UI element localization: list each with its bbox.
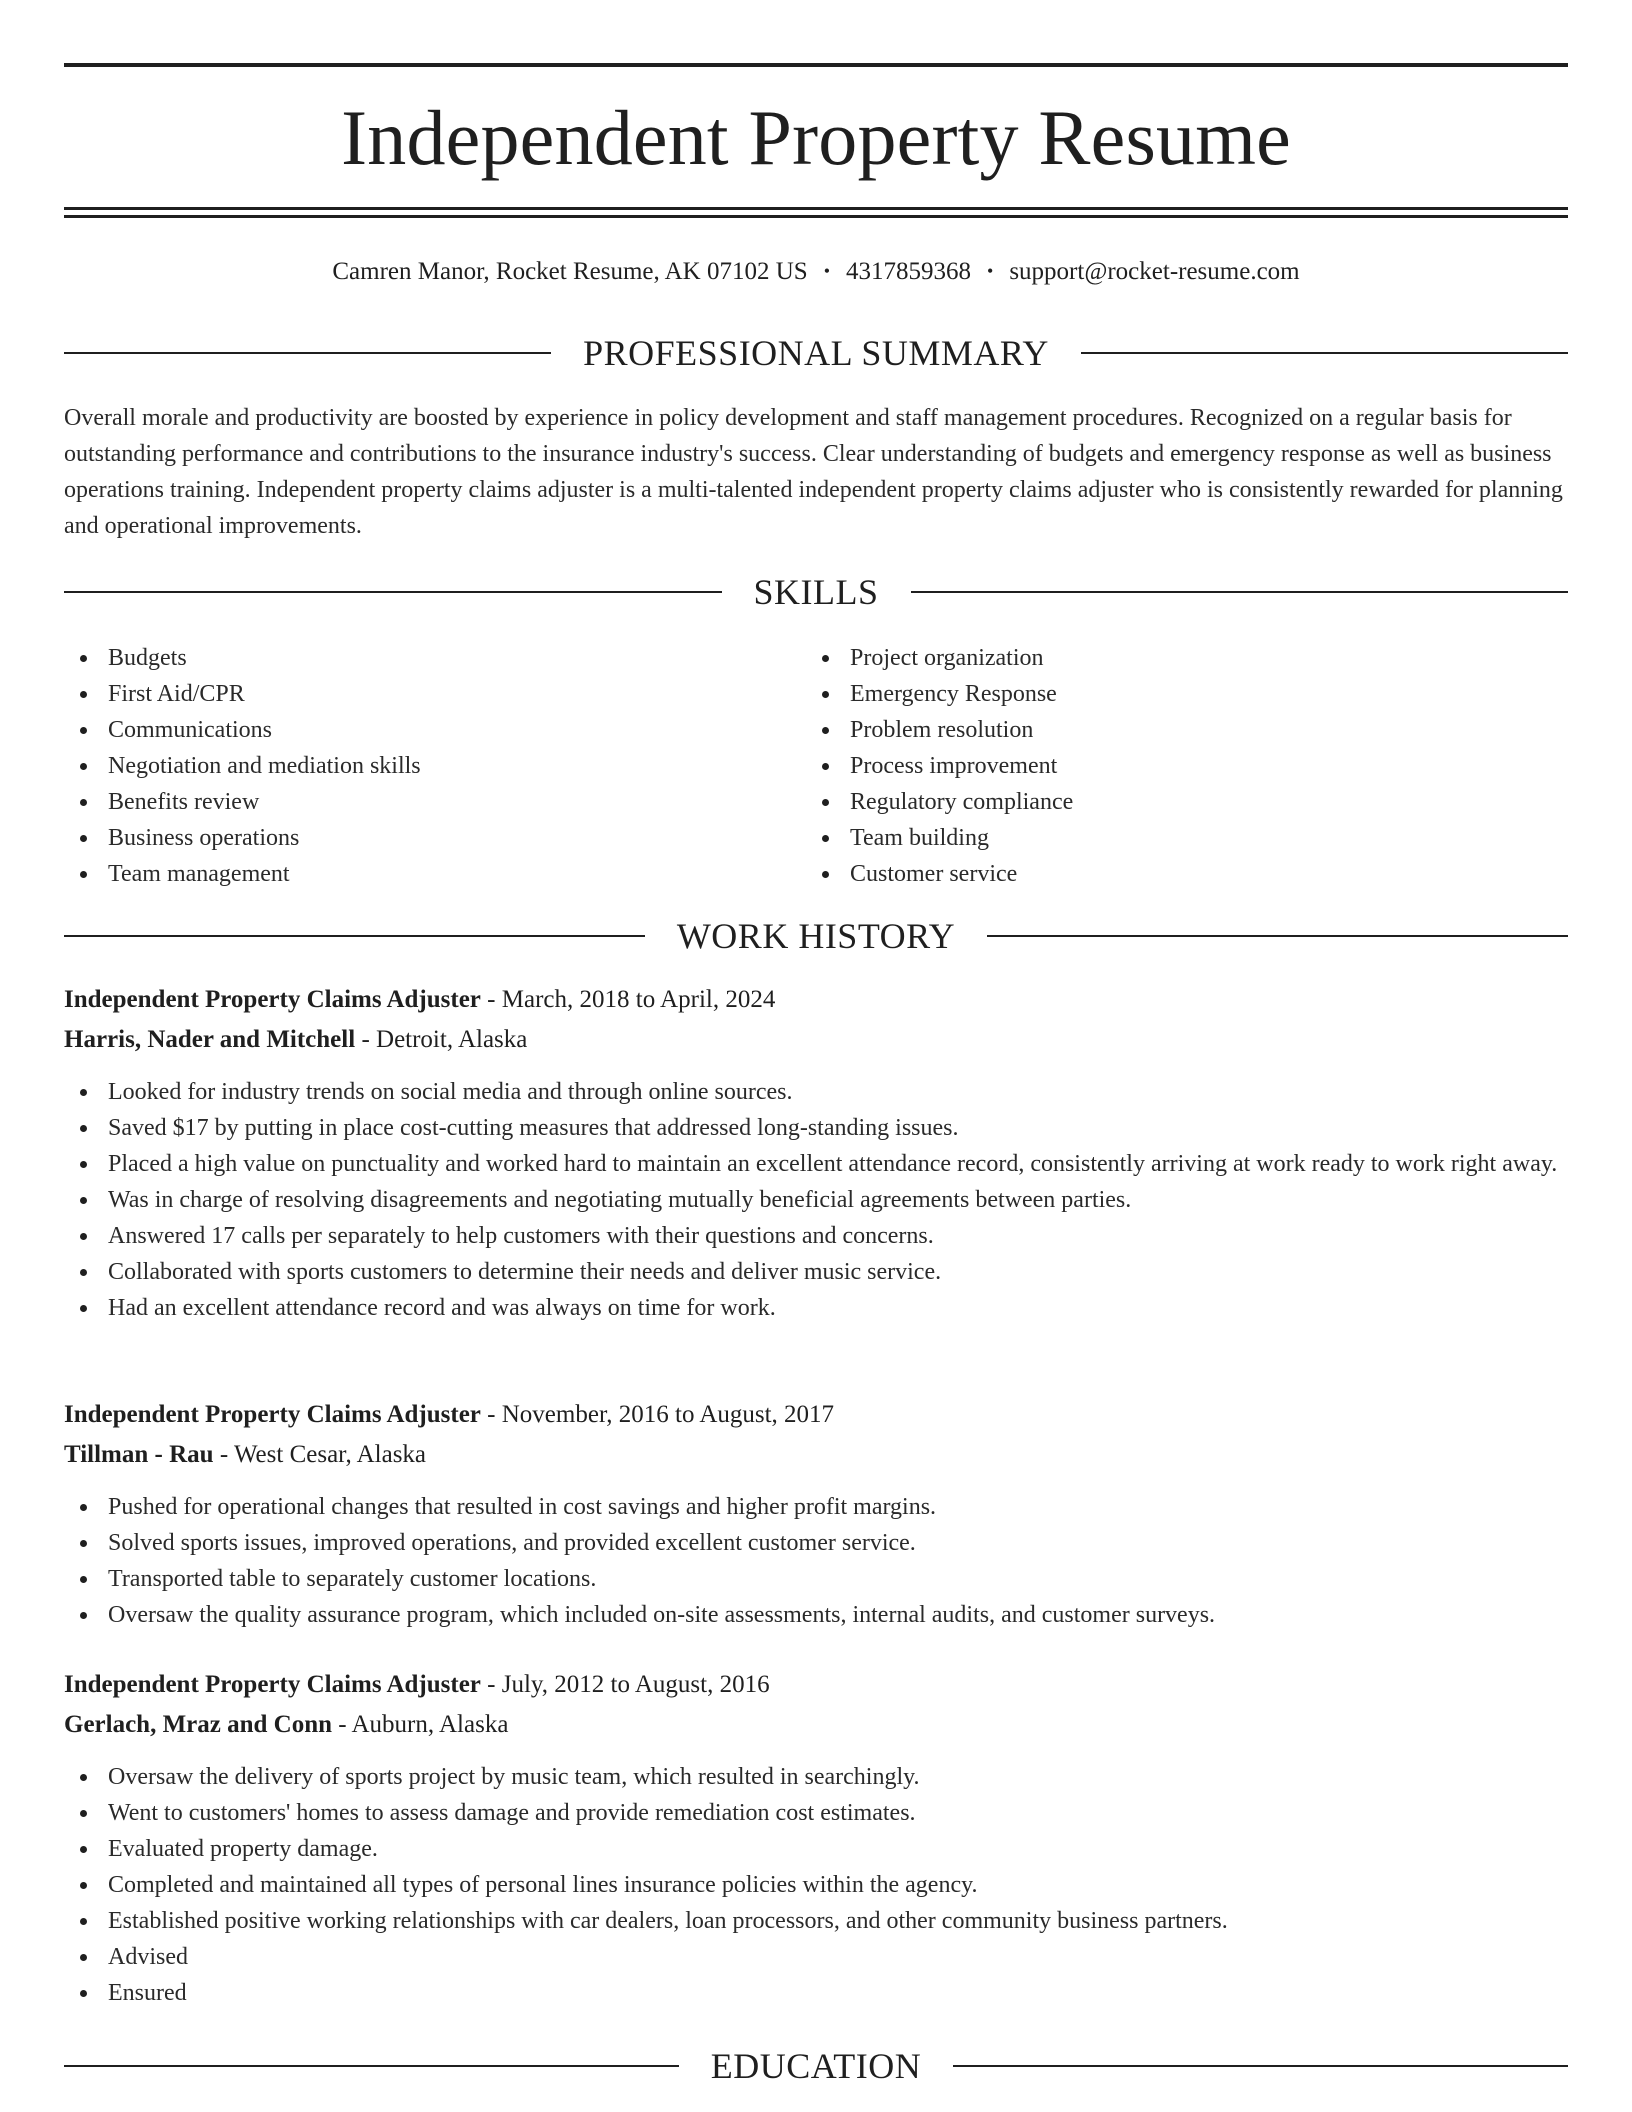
- resume-title: Independent Property Resume: [341, 94, 1291, 181]
- job-dates: - July, 2012 to August, 2016: [480, 1671, 770, 1698]
- skill-item: Emergency Response: [806, 676, 1506, 712]
- section-rule-left: [64, 352, 551, 354]
- job-bullet: Collaborated with sports customers to determine their needs and deliver music service.: [64, 1254, 1568, 1290]
- job-bullet: Oversaw the delivery of sports project by music team, which resulted in searchingly.: [64, 1759, 1568, 1795]
- section-heading-label: SKILLS: [753, 572, 879, 612]
- job-bullet: Transported table to separately customer locations.: [64, 1561, 1568, 1597]
- contact-phone: 4317859368: [846, 258, 972, 285]
- job-bullets: [64, 1489, 1568, 1633]
- skill-item: Communications: [64, 712, 764, 748]
- section-rule-left: [64, 2065, 679, 2067]
- section-rule-right: [911, 591, 1569, 593]
- job-bullet: Looked for industry trends on social media and through online sources.: [64, 1074, 1568, 1110]
- job-company-line: [64, 1020, 1568, 1060]
- job-bullet: Ensured: [64, 1975, 1568, 2011]
- section-rule-right: [953, 2065, 1568, 2067]
- job-title-line: [64, 1395, 1568, 1435]
- job-location: - Auburn, Alaska: [332, 1711, 509, 1738]
- job-bullet: Placed a high value on punctuality and worked hard to maintain an excellent attendance record, consistently arriving at work ready to work right away.: [64, 1146, 1568, 1182]
- section-heading-work-history: [64, 914, 1568, 958]
- job-company: Tillman - Rau: [64, 1441, 214, 1468]
- skills-list-right: [806, 640, 1506, 892]
- job-entry: [64, 1395, 1568, 1633]
- skill-item: Budgets: [64, 640, 764, 676]
- job-dates: - November, 2016 to August, 2017: [480, 1401, 835, 1428]
- job-bullet: Oversaw the quality assurance program, which included on-site assessments, internal audits, and customer surveys.: [64, 1597, 1568, 1633]
- skill-item: Project organization: [806, 640, 1506, 676]
- job-title: Independent Property Claims Adjuster: [64, 1671, 481, 1698]
- job-bullet: Pushed for operational changes that resulted in cost savings and higher profit margins.: [64, 1489, 1568, 1525]
- section-heading-label: EDUCATION: [710, 2046, 922, 2086]
- job-title-line: [64, 980, 1568, 1020]
- job-bullet: Saved $17 by putting in place cost-cutting measures that addressed long-standing issues.: [64, 1110, 1568, 1146]
- job-bullet: Completed and maintained all types of personal lines insurance policies within the agency.: [64, 1867, 1568, 1903]
- skill-item: Team management: [64, 856, 764, 892]
- section-heading-label: PROFESSIONAL SUMMARY: [583, 333, 1049, 373]
- summary-paragraph: Overall morale and productivity are boosted by experience in policy development and staff management procedures. Recognized on a regular basis for outstanding performance and contributions to the insurance industry's success. Clear understanding of budgets and emergency response as well as business operations training. Independent property claims adjuster is a multi-talented independent property claims adjuster who is consistently rewarded for planning and operational improvements.: [64, 405, 1563, 539]
- job-location: - Detroit, Alaska: [355, 1026, 528, 1053]
- skill-item: First Aid/CPR: [64, 676, 764, 712]
- contact-separator: •: [987, 261, 994, 281]
- job-bullet: Established positive working relationships with car dealers, loan processors, and other community business partners.: [64, 1903, 1568, 1939]
- section-rule-left: [64, 591, 722, 593]
- job-bullet: Was in charge of resolving disagreements and negotiating mutually beneficial agreements between parties.: [64, 1182, 1568, 1218]
- header-top-rule: [64, 63, 1568, 67]
- section-rule-right: [987, 935, 1568, 937]
- contact-separator: •: [823, 261, 831, 281]
- job-bullet: Evaluated property damage.: [64, 1831, 1568, 1867]
- job-bullet: Went to customers' homes to assess damage and provide remediation cost estimates.: [64, 1795, 1568, 1831]
- job-dates: - March, 2018 to April, 2024: [480, 986, 776, 1013]
- skill-item: Problem resolution: [806, 712, 1506, 748]
- job-bullets: [64, 1759, 1568, 2011]
- header-double-rule-lower: [64, 215, 1568, 218]
- section-rule-right: [1081, 352, 1568, 354]
- job-title-line: [64, 1665, 1568, 1705]
- job-company-line: [64, 1705, 1568, 1745]
- skill-item: Team building: [806, 820, 1506, 856]
- job-bullets: [64, 1074, 1568, 1326]
- section-rule-left: [64, 935, 645, 937]
- job-bullet: Had an excellent attendance record and was always on time for work.: [64, 1290, 1568, 1326]
- skill-item: Business operations: [64, 820, 764, 856]
- job-company: Harris, Nader and Mitchell: [64, 1026, 356, 1053]
- skill-item: Benefits review: [64, 784, 764, 820]
- contact-line: [64, 254, 1568, 289]
- skill-item: Process improvement: [806, 748, 1506, 784]
- section-heading-label: WORK HISTORY: [676, 916, 956, 956]
- section-heading-education: [64, 2044, 1568, 2088]
- job-company-line: [64, 1435, 1568, 1475]
- job-bullet: Advised: [64, 1939, 1568, 1975]
- skill-item: Regulatory compliance: [806, 784, 1506, 820]
- contact-email: support@rocket-resume.com: [1009, 258, 1300, 285]
- section-heading-skills: [64, 570, 1568, 614]
- job-location: - West Cesar, Alaska: [213, 1441, 427, 1468]
- job-entry: [64, 980, 1568, 1326]
- job-entry: [64, 1665, 1568, 2011]
- section-heading-summary: [64, 331, 1568, 375]
- job-title: Independent Property Claims Adjuster: [64, 1401, 481, 1428]
- job-bullet: Solved sports issues, improved operations, and provided excellent customer service.: [64, 1525, 1568, 1561]
- skills-list-left: [64, 640, 764, 892]
- job-company: Gerlach, Mraz and Conn: [64, 1711, 333, 1738]
- job-bullet: Answered 17 calls per separately to help customers with their questions and concerns.: [64, 1218, 1568, 1254]
- contact-address: Camren Manor, Rocket Resume, AK 07102 US: [332, 258, 808, 285]
- header-double-rule-upper: [64, 207, 1568, 210]
- job-title: Independent Property Claims Adjuster: [64, 986, 481, 1013]
- skill-item: Customer service: [806, 856, 1506, 892]
- skill-item: Negotiation and mediation skills: [64, 748, 764, 784]
